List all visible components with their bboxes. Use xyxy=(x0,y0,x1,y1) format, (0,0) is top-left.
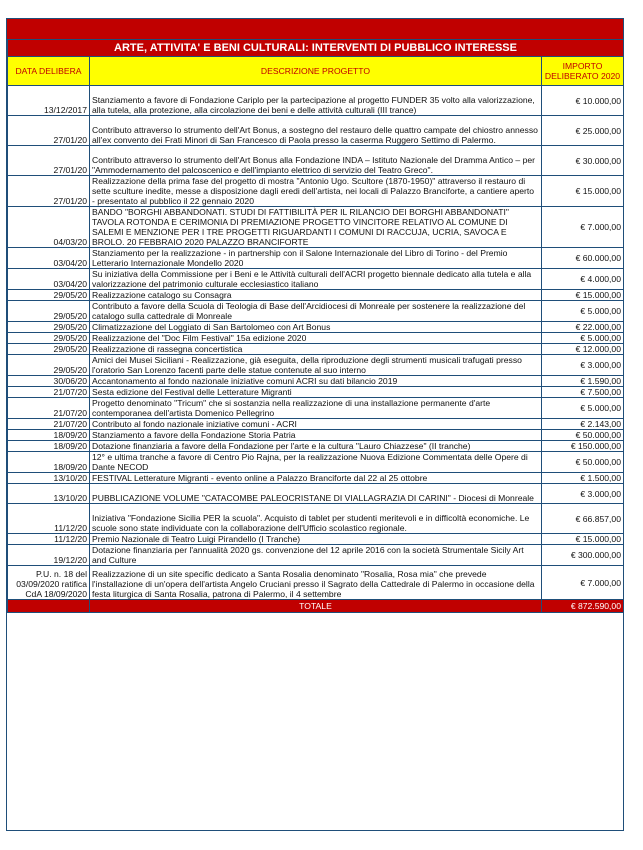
row-description: Realizzazione del "Doc Film Festival" 15a edizione 2020 xyxy=(90,333,542,344)
row-date: 18/09/20 xyxy=(8,452,90,473)
table-row xyxy=(8,545,624,566)
row-description: Iniziativa "Fondazione Sicilia PER la scuola". Acquisto di tablet per studenti meritevoli e in difficoltà economiche. Le scuole sono state individuate con la collaborazione dell'Ufficio scolastico regionale. xyxy=(90,504,542,534)
total-row xyxy=(8,600,624,613)
row-amount: € 12.000,00 xyxy=(542,344,624,355)
table-body xyxy=(8,86,624,600)
row-description: Climatizzazione del Loggiato di San Bartolomeo con Art Bonus xyxy=(90,322,542,333)
row-amount: € 7.000,00 xyxy=(542,207,624,248)
table-row xyxy=(8,441,624,452)
row-amount: € 7.500,00 xyxy=(542,387,624,398)
document-frame xyxy=(6,18,624,831)
row-description: Contributo al fondo nazionale iniziative comuni - ACRI xyxy=(90,419,542,430)
row-amount: € 30.000,00 xyxy=(542,146,624,176)
row-date: 03/04/20 xyxy=(8,248,90,269)
table-row xyxy=(8,566,624,600)
row-date: 27/01/20 xyxy=(8,146,90,176)
row-amount: € 150.000,00 xyxy=(542,441,624,452)
row-description: 12° e ultima tranche a favore di Centro Pio Rajna, per la realizzazione Nuova Edizione Commentata delle Opere di Dante NECOD xyxy=(90,452,542,473)
table-row xyxy=(8,504,624,534)
row-date: 29/05/20 xyxy=(8,301,90,322)
row-date: 29/05/20 xyxy=(8,333,90,344)
header-date: DATA DELIBERA xyxy=(8,57,90,86)
table-header-row xyxy=(8,57,624,86)
row-amount: € 1.590,00 xyxy=(542,376,624,387)
row-amount: € 4.000,00 xyxy=(542,269,624,290)
header-amount: IMPORTO DELIBERATO 2020 xyxy=(542,57,624,86)
row-date: 13/12/2017 xyxy=(8,86,90,116)
table-row xyxy=(8,269,624,290)
row-description: Dotazione finanziaria a favore della Fondazione per l'arte e la cultura "Lauro Chiazzese" (II tranche) xyxy=(90,441,542,452)
row-description: Stanziamento a favore di Fondazione Cariplo per la partecipazione al progetto FUNDER 35 volto alla valorizzazione, alla tutela, alla protezione, alla circolazione dei beni e delle attività culturali (III trance) xyxy=(90,86,542,116)
row-amount: € 5.000,00 xyxy=(542,333,624,344)
row-description: Stanziamento per la realizzazione - in partnership con il Salone Internazionale del Libro di Torino - del Premio Letterario Internazionale Mondello 2020 xyxy=(90,248,542,269)
header-description: DESCRIZIONE PROGETTO xyxy=(90,57,542,86)
table-row xyxy=(8,484,624,504)
table-row xyxy=(8,430,624,441)
row-amount: € 2.143,00 xyxy=(542,419,624,430)
grants-table xyxy=(7,39,624,613)
row-amount: € 50.000,00 xyxy=(542,430,624,441)
table-row xyxy=(8,86,624,116)
row-date: 21/07/20 xyxy=(8,387,90,398)
row-description: Su iniziativa della Commissione per i Beni e le Attività culturali dell'ACRI progetto biennale dedicato alla tutela e alla valorizzazione del patrimonio culturale ecclesiastico italiano xyxy=(90,269,542,290)
row-amount: € 5.000,00 xyxy=(542,398,624,419)
row-amount: € 22.000,00 xyxy=(542,322,624,333)
table-row xyxy=(8,333,624,344)
row-date: 27/01/20 xyxy=(8,176,90,207)
row-date: 18/09/20 xyxy=(8,430,90,441)
row-description: Realizzazione catalogo su Consagra xyxy=(90,290,542,301)
row-date: 29/05/20 xyxy=(8,290,90,301)
table-row xyxy=(8,376,624,387)
row-description: PUBBLICAZIONE VOLUME "CATACOMBE PALEOCRISTANE DI VIALLAGRAZIA DI CARINI" - Diocesi di Monreale xyxy=(90,484,542,504)
row-description: Contributo attraverso lo strumento dell'Art Bonus alla Fondazione INDA – Istituto Nazionale del Dramma Antico – per "Ammodernamento del palcoscenico e dell'impianto elettrico di servizio del Teatro Greco". xyxy=(90,146,542,176)
row-amount: € 25.000,00 xyxy=(542,116,624,146)
row-amount: € 10.000,00 xyxy=(542,86,624,116)
row-date: 29/05/20 xyxy=(8,355,90,376)
row-date: 18/09/20 xyxy=(8,441,90,452)
table-row xyxy=(8,116,624,146)
row-description: Dotazione finanziaria per l'annualità 2020 gs. convenzione del 12 aprile 2016 con la società Strumentale Sicily Art and Culture xyxy=(90,545,542,566)
row-description: Amici dei Musei Siciliani - Realizzazione, già eseguita, della riproduzione degli strumenti musicali trafugati presso l'oratorio San Lorenzo facenti parte delle statue contenute al suo interno xyxy=(90,355,542,376)
table-row xyxy=(8,301,624,322)
table-row xyxy=(8,473,624,484)
row-description: Stanziamento a favore della Fondazione Storia Patria xyxy=(90,430,542,441)
table-row xyxy=(8,344,624,355)
row-date: 21/07/20 xyxy=(8,419,90,430)
row-amount: € 3.000,00 xyxy=(542,484,624,504)
row-date: 03/04/20 xyxy=(8,269,90,290)
total-amount: € 872.590,00 xyxy=(542,600,624,613)
row-amount: € 50.000,00 xyxy=(542,452,624,473)
row-amount: € 5.000,00 xyxy=(542,301,624,322)
row-amount: € 66.857,00 xyxy=(542,504,624,534)
row-date: 21/07/20 xyxy=(8,398,90,419)
row-date: 29/05/20 xyxy=(8,344,90,355)
table-row xyxy=(8,248,624,269)
row-date: 11/12/20 xyxy=(8,534,90,545)
total-label: TOTALE xyxy=(90,600,542,613)
row-description: Realizzazione della prima fase del progetto di mostra "Antonio Ugo. Scultore (1870-1950)" attraverso il restauro di sette sculture inedite, messe a disposizione dagli eredi dell'artista, nei locali di Palazzo Branciforte, a cantiere aperto - presentato al pubblico il 22 gennaio 2020 xyxy=(90,176,542,207)
row-description: Realizzazione di un site specific dedicato a Santa Rosalia denominato "Rosalia, Rosa mia" che prevede l'installazione di un'opera dell'artista Angelo Cruciani presso il Sagrato della Cattedrale di Palermo in occasione della festa liturgica di Santa Rosalia, patrona di Palermo, il 4 settembre xyxy=(90,566,542,600)
table-title-row xyxy=(8,40,624,57)
row-description: Progetto denominato "Tricum" che si sostanzia nella realizzazione di una installazione permanente d'arte contemporanea dell'artista Domenico Pellegrino xyxy=(90,398,542,419)
row-amount: € 15.000,00 xyxy=(542,176,624,207)
row-description: BANDO "BORGHI ABBANDONATI. STUDI DI FATTIBILITÀ PER IL RILANCIO DEI BORGHI ABBANDONATI" TAVOLA ROTONDA E CERIMONIA DI PREMIAZIONE PROGETTO VINCITORE RELATIVO AL COMUNE DI SALEMI E MENZIONE PER I TRE PROGETTI RIGUARDANTI I COMUNI DI RACCUJA, UCRIA, SAVOCA E BROLO. 20 FEBBRAIO 2020 PALAZZO BRANCIFORTE xyxy=(90,207,542,248)
header-red-band xyxy=(7,19,623,39)
table-row xyxy=(8,387,624,398)
row-amount: € 15.000,00 xyxy=(542,534,624,545)
table-row xyxy=(8,290,624,301)
row-amount: € 60.000,00 xyxy=(542,248,624,269)
row-amount: € 7.000,00 xyxy=(542,566,624,600)
row-date: 11/12/20 xyxy=(8,504,90,534)
table-row xyxy=(8,452,624,473)
row-date: P.U. n. 18 del 03/09/2020 ratifica CdA 18/09/2020 xyxy=(8,566,90,600)
row-amount: € 1.500,00 xyxy=(542,473,624,484)
row-description: Premio Nazionale di Teatro Luigi Pirandello (I Tranche) xyxy=(90,534,542,545)
row-date: 19/12/20 xyxy=(8,545,90,566)
table-row xyxy=(8,146,624,176)
row-date: 13/10/20 xyxy=(8,473,90,484)
table-title: ARTE, ATTIVITA' E BENI CULTURALI: INTERVENTI DI PUBBLICO INTERESSE xyxy=(8,40,624,57)
row-description: Realizzazione di rassegna concertistica xyxy=(90,344,542,355)
row-description: Accantonamento al fondo nazionale iniziative comuni ACRI su dati bilancio 2019 xyxy=(90,376,542,387)
row-amount: € 3.000,00 xyxy=(542,355,624,376)
row-date: 30/06/20 xyxy=(8,376,90,387)
row-date: 04/03/20 xyxy=(8,207,90,248)
row-description: FESTIVAL Letterature Migranti - evento online a Palazzo Branciforte dal 22 al 25 ottobre xyxy=(90,473,542,484)
table-row xyxy=(8,207,624,248)
row-date: 13/10/20 xyxy=(8,484,90,504)
table-row xyxy=(8,176,624,207)
table-row xyxy=(8,534,624,545)
row-description: Contributo a favore della Scuola di Teologia di Base dell'Arcidiocesi di Monreale per sostenere la realizzazione del catalogo sulla cattedrale di Monreale xyxy=(90,301,542,322)
row-date: 29/05/20 xyxy=(8,322,90,333)
table-row xyxy=(8,322,624,333)
row-date: 27/01/20 xyxy=(8,116,90,146)
table-row xyxy=(8,355,624,376)
table-row xyxy=(8,419,624,430)
table-row xyxy=(8,398,624,419)
row-description: Sesta edizione del Festival delle Letterature Migranti xyxy=(90,387,542,398)
row-amount: € 300.000,00 xyxy=(542,545,624,566)
row-amount: € 15.000,00 xyxy=(542,290,624,301)
row-description: Contributo attraverso lo strumento dell'Art Bonus, a sostegno del restauro delle quattro campate del chiostro annesso all'ex convento dei Frati Minori di San Francesco di Paola presso la caserma Ruggero Settimo di Palermo. xyxy=(90,116,542,146)
